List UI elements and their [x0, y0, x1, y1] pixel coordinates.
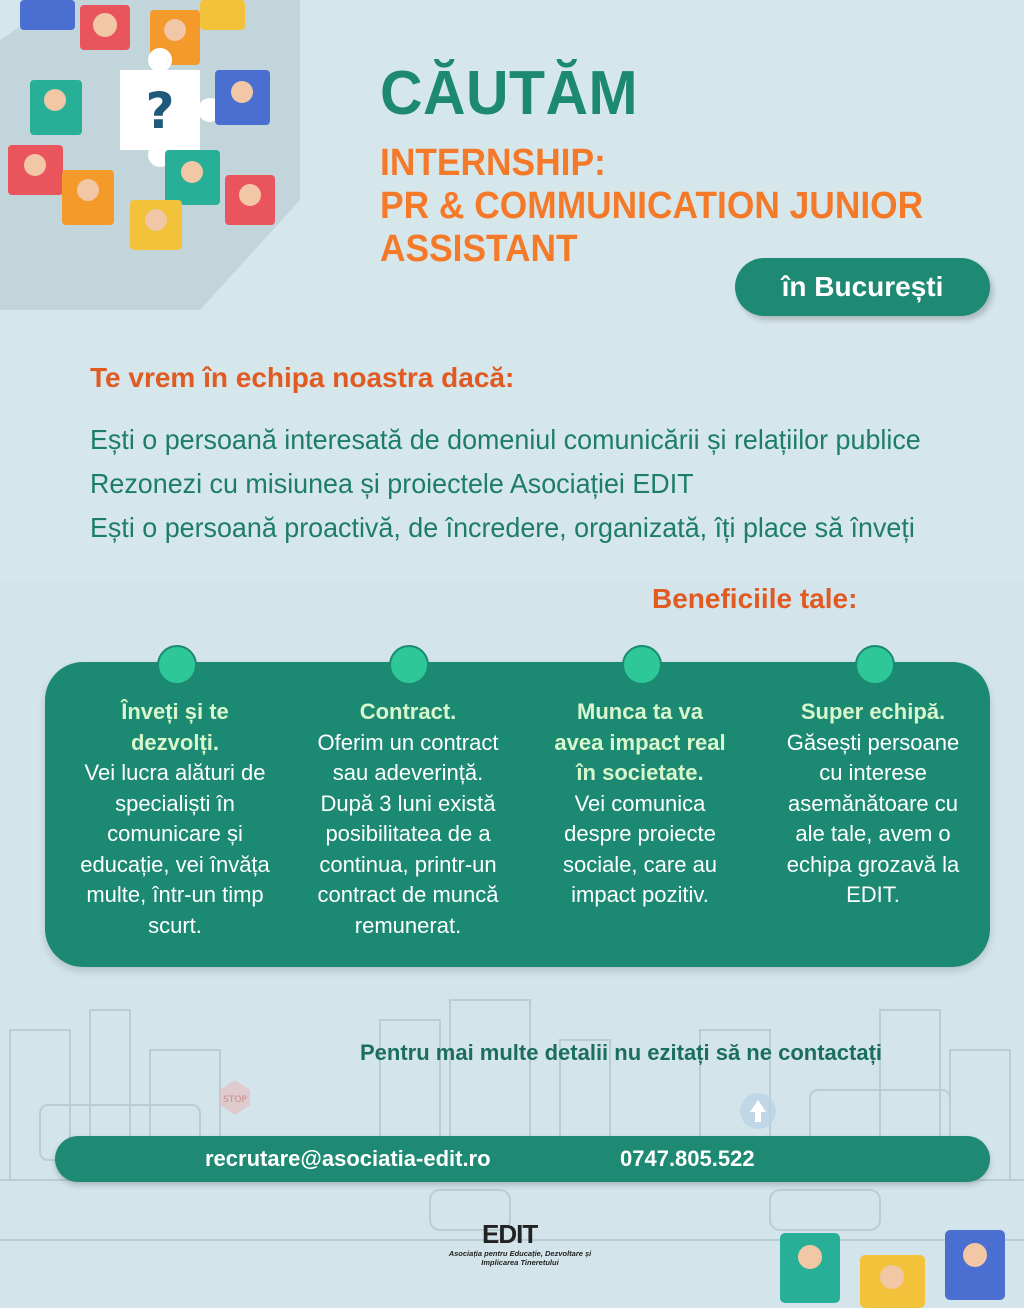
edit-logo-subtitle: Asociația pentru Educație, Dezvoltare și Implicarea Tineretului: [448, 1249, 592, 1267]
benefit-title: Super echipă.: [800, 699, 946, 724]
benefit-dot: [389, 645, 429, 685]
job-title-line: PR & COMMUNICATION JUNIOR: [380, 185, 924, 227]
question-mark-icon: ?: [145, 82, 175, 140]
benefit-learn: [75, 697, 275, 941]
puzzle-piece-red-left: [8, 145, 63, 195]
job-title: [380, 142, 957, 271]
benefit-body: Vei comunica despre proiecte sociale, care au impact pozitiv.: [562, 790, 718, 907]
arrow-up-sign-icon: [740, 1093, 776, 1129]
puzzle-piece-blue: [945, 1230, 1005, 1300]
puzzle-piece-yellow-mid: [130, 200, 182, 250]
benefit-dot: [622, 645, 662, 685]
contact-phone-link[interactable]: 0747.805.522: [620, 1146, 755, 1171]
benefit-team: [773, 697, 973, 911]
benefit-title: Contract.: [359, 699, 457, 724]
stop-sign-icon: [220, 1080, 250, 1115]
benefit-title: Înveți și te dezvolți.: [121, 699, 229, 755]
edit-logo: EDIT: [482, 1219, 538, 1249]
puzzle-piece-orange-mid: [62, 170, 114, 225]
benefit-contract: [308, 697, 508, 941]
benefits-title: Beneficiile tale:: [652, 583, 858, 614]
benefit-body: Vei lucra alături de specialiști în comunicare și educație, vei învăța multe, într-un timp scurt.: [80, 760, 270, 938]
benefit-body: Oferim un contract sau adeverință. După 3 luni există posibilitatea de a continua, printr-un contract de muncă remunerat.: [317, 729, 499, 938]
benefit-dot: [855, 645, 895, 685]
contact-title: Pentru mai multe detalii nu ezitați să ne contactați: [360, 1040, 883, 1065]
benefit-body: Găsești persoane cu interese asemănătoare cu ale tale, avem o echipa grozavă la EDIT.: [786, 729, 960, 907]
requirement-item: Rezonezi cu misiunea și proiectele Asociației EDIT: [90, 468, 694, 499]
location-badge: în București: [735, 258, 990, 316]
requirement-item: Ești o persoană proactivă, de încredere, organizată, îți place să înveți: [90, 512, 915, 543]
job-title-line: ASSISTANT: [380, 228, 578, 270]
benefit-dot: [157, 645, 197, 685]
job-title-line: INTERNSHIP:: [380, 142, 606, 184]
puzzle-piece-blue: [20, 0, 75, 30]
puzzle-piece-red-right: [225, 175, 275, 225]
puzzle-illustration-top: [0, 0, 300, 310]
puzzle-piece-blue-right: [215, 70, 270, 125]
puzzle-piece-teal-mid: [165, 150, 220, 205]
contact-bar: [55, 1136, 990, 1182]
puzzle-piece-red: [80, 5, 130, 50]
requirement-item: Ești o persoană interesată de domeniul comunicării și relațiilor publice: [90, 424, 921, 455]
headline: CĂUTĂM: [380, 59, 639, 128]
benefit-impact: [540, 697, 740, 911]
puzzle-piece-yellow: [860, 1255, 925, 1308]
puzzle-piece-teal-left: [30, 80, 82, 135]
benefit-title: Munca ta va avea impact real în societate.: [554, 699, 726, 785]
requirements-title: Te vrem în echipa noastra dacă:: [90, 362, 515, 393]
puzzle-piece-teal: [780, 1233, 840, 1303]
contact-email-link[interactable]: recrutare@asociatia-edit.ro: [205, 1146, 491, 1171]
puzzle-illustration-bottom: [770, 1215, 1024, 1308]
svg-text:STOP: STOP: [223, 1095, 247, 1105]
requirements-list: [90, 418, 955, 550]
puzzle-piece-yellow: [200, 0, 245, 30]
